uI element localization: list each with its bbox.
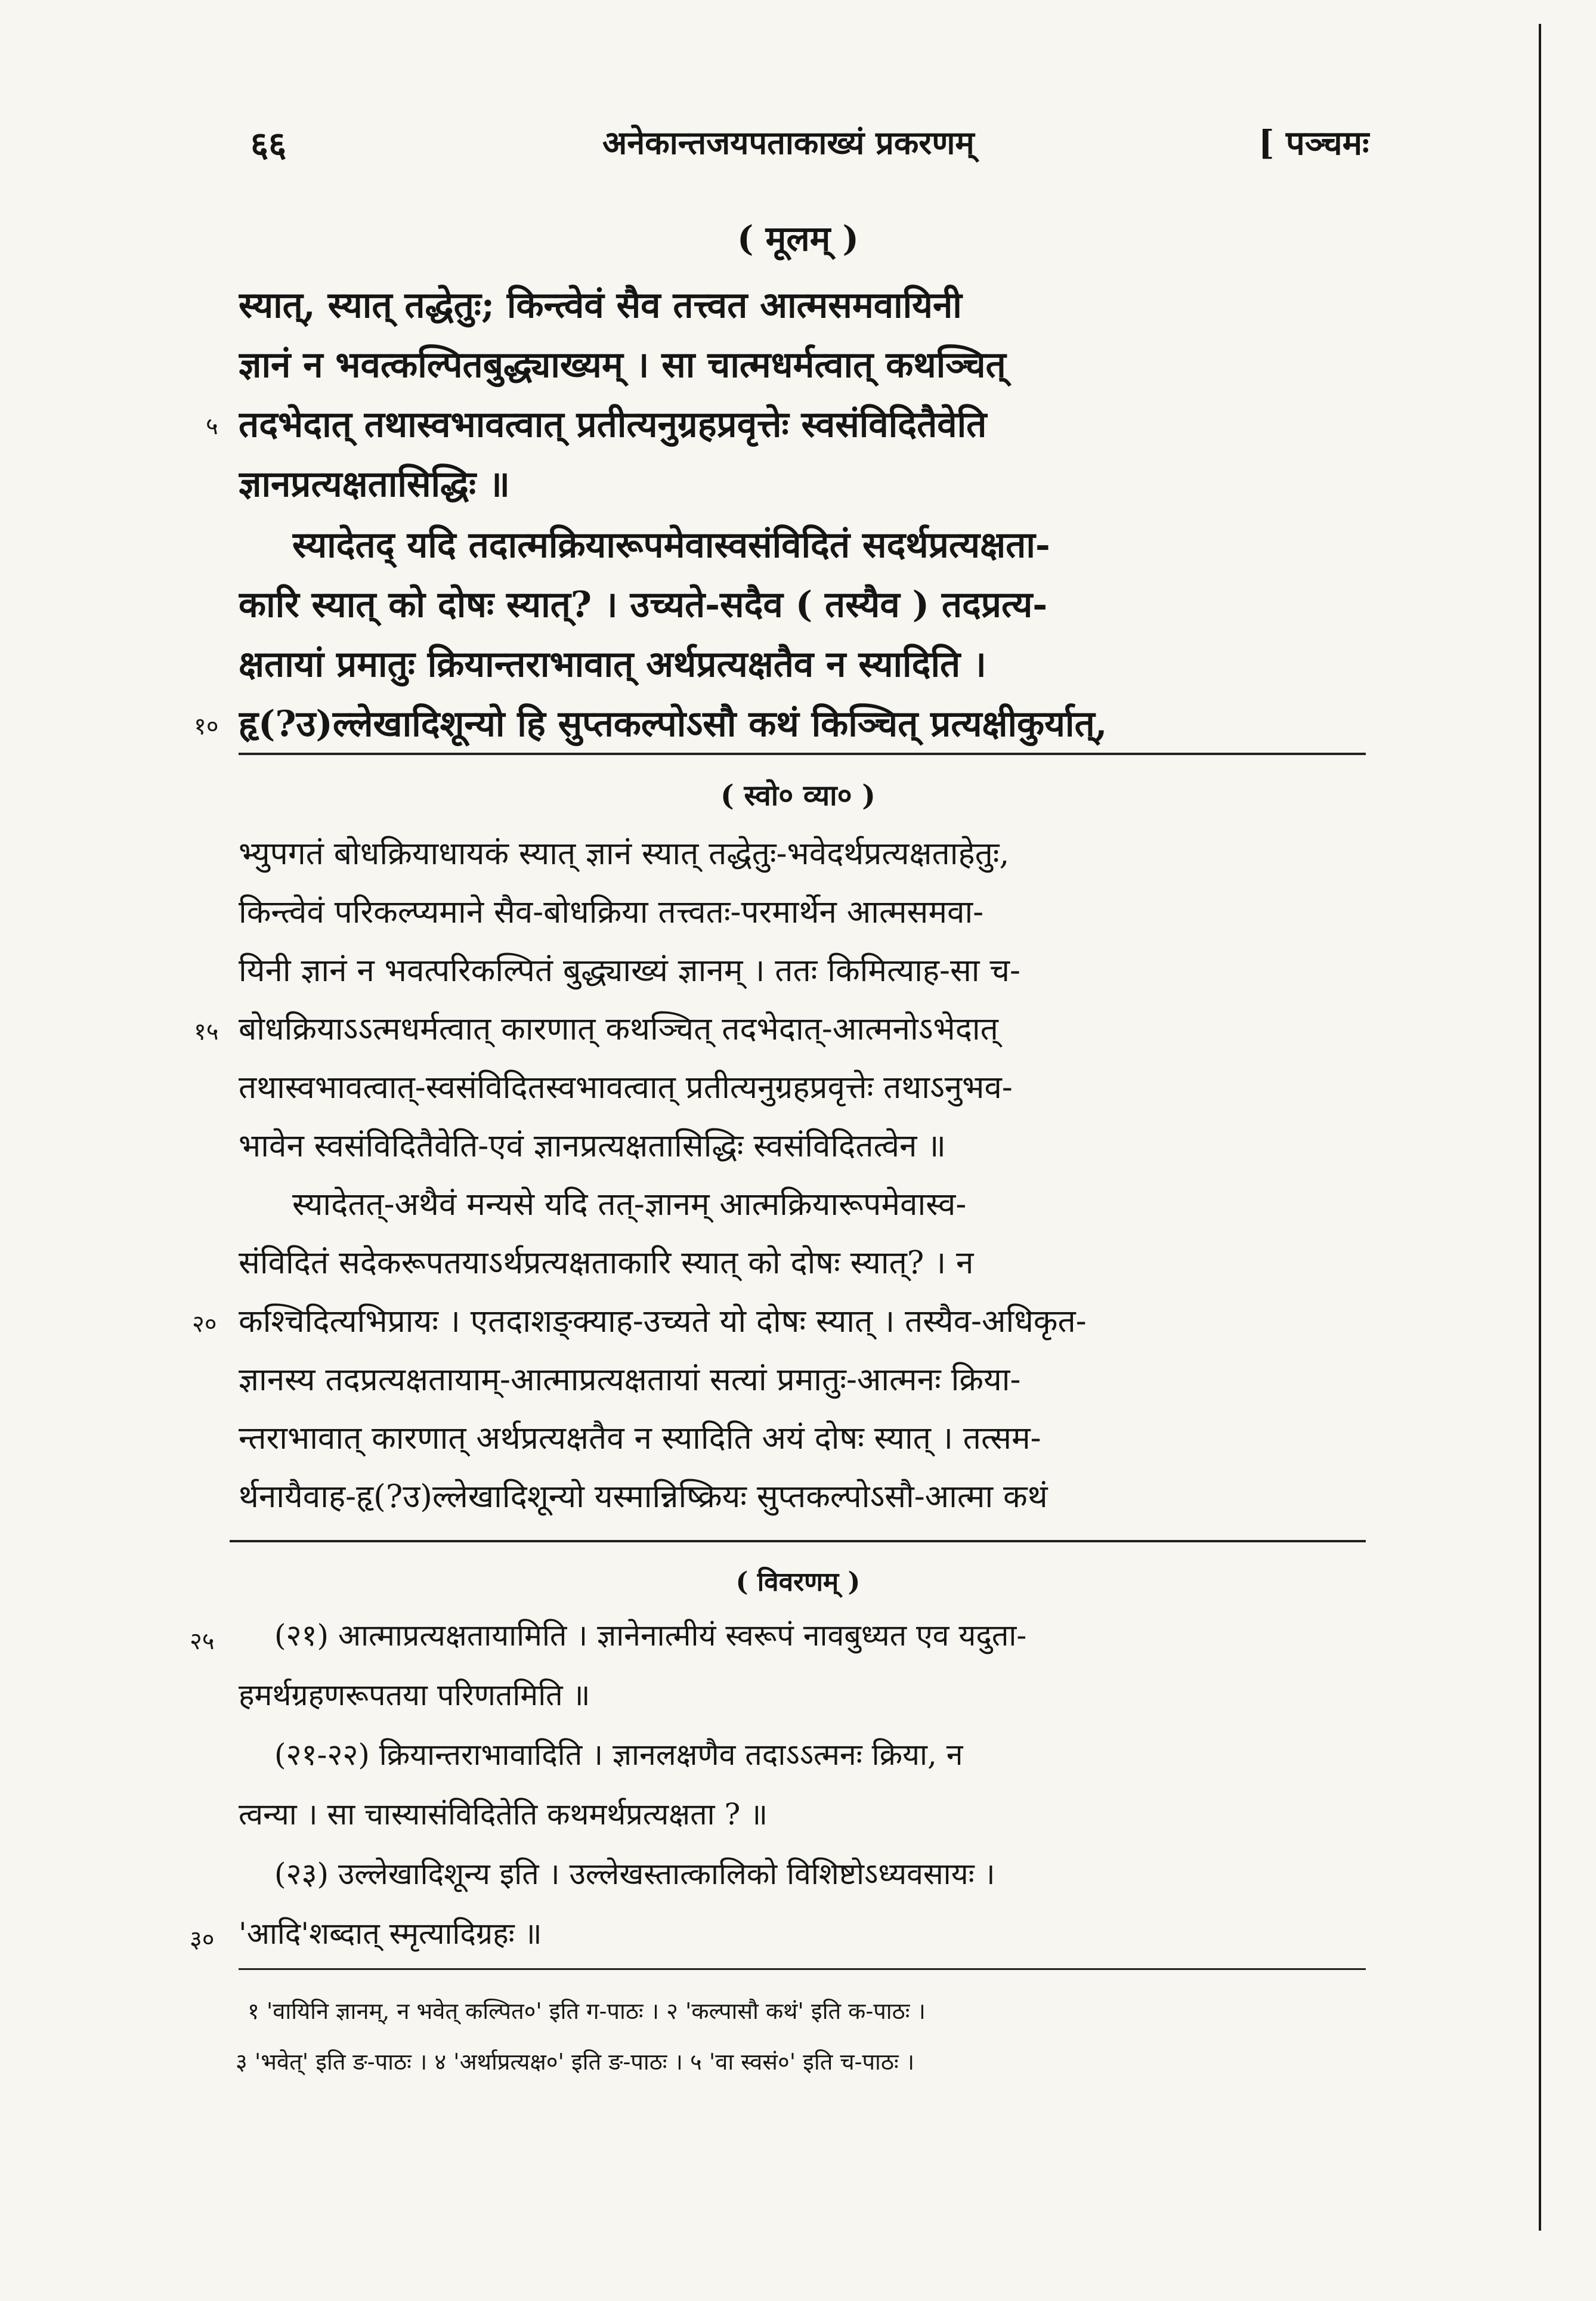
line-number-15: १५ — [194, 1018, 219, 1046]
mula-line: तदभेदात् तथास्वभावत्वात् प्रतीत्यनुग्रहप्रवृत्तेः स्वसंविदितैवेति — [239, 404, 987, 446]
line-number-25: २५ — [190, 1628, 215, 1655]
line-number-5: ५ — [206, 413, 218, 440]
mula-line: स्यात्, स्यात् तद्धेतुः; किन्त्वेवं सैव तत्त्वत आत्मसमवायिनी — [239, 284, 962, 326]
vivarana-line: हमर्थग्रहणरूपतया परिणतमिति ॥ — [239, 1678, 590, 1712]
vyakhya-line: भावेन स्वसंविदितैवेति-एवं ज्ञानप्रत्यक्षतासिद्धिः स्वसंविदितत्वेन ॥ — [239, 1128, 947, 1164]
vyakhya-line: तथास्वभावत्वात्-स्वसंविदितस्वभावत्वात् प्रतीत्यनुग्रहप्रवृत्तेः तथाऽनुभव- — [239, 1069, 1013, 1106]
vyakhya-heading: ( स्वो० व्या० ) — [720, 779, 876, 812]
line-number-10: १० — [194, 713, 219, 740]
footnote-line: १ 'वायिनि ज्ञानम्, न भवेत् कल्पित०' इति ग-पाठः । २ 'कल्पासौ कथं' इति क-पाठः । — [248, 1998, 926, 2024]
vyakhya-line: स्यादेतत्-अथैवं मन्यसे यदि तत्-ज्ञानम् आत्मक्रियारूपमेवास्व- — [292, 1186, 967, 1223]
vyakhya-line: किन्त्वेवं परिकल्प्यमाने सैव-बोधक्रिया तत्त्वतः-परमार्थेन आत्मसमवा- — [239, 894, 984, 930]
mula-line: ज्ञानं न भवत्कल्पितबुद्ध्याख्यम् । सा चात्मधर्मत्वात् कथञ्चित् — [239, 344, 1006, 386]
page-edge — [1539, 24, 1541, 2231]
rule-divider — [239, 753, 1366, 755]
vyakhya-line: कश्चिदित्यभिप्रायः । एतदाशङ्क्याह-उच्यते यो दोषः स्यात् । तस्यैव-अधिकृत- — [239, 1303, 1087, 1340]
vivarana-line: (२३) उल्लेखादिशून्य इति । उल्लेखस्तात्कालिको विशिष्टोऽध्यवसायः । — [274, 1857, 995, 1891]
vyakhya-line: ज्ञानस्य तदप्रत्यक्षतायाम्-आत्माप्रत्यक्षतायां सत्यां प्रमातुः-आत्मनः क्रिया- — [239, 1362, 1021, 1398]
rule-divider — [239, 1968, 1366, 1970]
vivarana-line: (२१-२२) क्रियान्तराभावादिति । ज्ञानलक्षणैव तदाऽऽत्मनः क्रिया, न — [274, 1737, 963, 1772]
page-number: ६६ — [250, 124, 287, 165]
chapter-label: [ पञ्चमः — [1258, 123, 1369, 163]
vyakhya-line: यिनी ज्ञानं न भवत्परिकल्पितं बुद्ध्याख्यं ज्ञानम् । ततः किमित्याह-सा च- — [239, 952, 1020, 989]
vyakhya-line: भ्युपगतं बोधक्रियाधायकं स्यात् ज्ञानं स्यात् तद्धेतुः-भवेदर्थप्रत्यक्षताहेतुः, — [239, 836, 1010, 872]
vyakhya-line: संविदितं सदेकरूपतयाऽर्थप्रत्यक्षताकारि स्यात् को दोषः स्यात्? । न — [239, 1245, 974, 1281]
line-number-30: ३० — [190, 1926, 215, 1953]
vyakhya-line: बोधक्रियाऽऽत्मधर्मत्वात् कारणात् कथञ्चित् तदभेदात्-आत्मनोऽभेदात् — [239, 1011, 998, 1047]
vivarana-heading: ( विवरणम् ) — [735, 1567, 861, 1597]
footnote-line: ३ 'भवेत्' इति ङ-पाठः । ४ 'अर्थाप्रत्यक्ष०' इति ङ-पाठः । ५ 'वा स्वसं०' इति च-पाठः । — [236, 2049, 915, 2075]
mula-line: स्यादेतद् यदि तदात्मक्रियारूपमेवास्वसंविदितं सदर्थप्रत्यक्षता- — [292, 524, 1050, 566]
vyakhya-line: न्तराभावात् कारणात् अर्थप्रत्यक्षतैव न स्यादिति अयं दोषः स्यात् । तत्सम- — [239, 1420, 1041, 1456]
mula-line: कारि स्यात् को दोषः स्यात्? । उच्यते-सदैव ( तस्यैव ) तदप्रत्य- — [239, 584, 1048, 626]
mula-line: क्षतायां प्रमातुः क्रियान्तराभावात् अर्थप्रत्यक्षतैव न स्यादिति । — [239, 644, 986, 685]
vivarana-line: (२१) आत्माप्रत्यक्षतायामिति । ज्ञानेनात्मीयं स्वरूपं नावबुध्यत एव यदुता- — [274, 1618, 1027, 1653]
mula-line: हृ(?उ)ल्लेखादिशून्यो हि सुप्तकल्पोऽसौ कथं किञ्चित् प्रत्यक्षीकुर्यात्, — [239, 703, 1108, 745]
running-title: अनेकान्तजयपताकाख्यं प्रकरणम् — [602, 123, 975, 162]
vyakhya-line: र्थनायैवाह-हृ(?उ)ल्लेखादिशून्यो यस्मान्निष्क्रियः सुप्तकल्पोऽसौ-आत्मा कथं — [239, 1479, 1048, 1515]
vivarana-line: 'आदि'शब्दात् स्मृत्यादिग्रहः ॥ — [239, 1916, 542, 1951]
mula-line: ज्ञानप्रत्यक्षतासिद्धिः ॥ — [239, 463, 510, 505]
line-number-20: २० — [192, 1310, 217, 1338]
vivarana-line: त्वन्या । सा चास्यासंविदितेति कथमर्थप्रत्यक्षता ? ॥ — [239, 1797, 768, 1832]
mula-heading: ( मूलम् ) — [737, 218, 859, 259]
rule-divider — [230, 1540, 1366, 1542]
